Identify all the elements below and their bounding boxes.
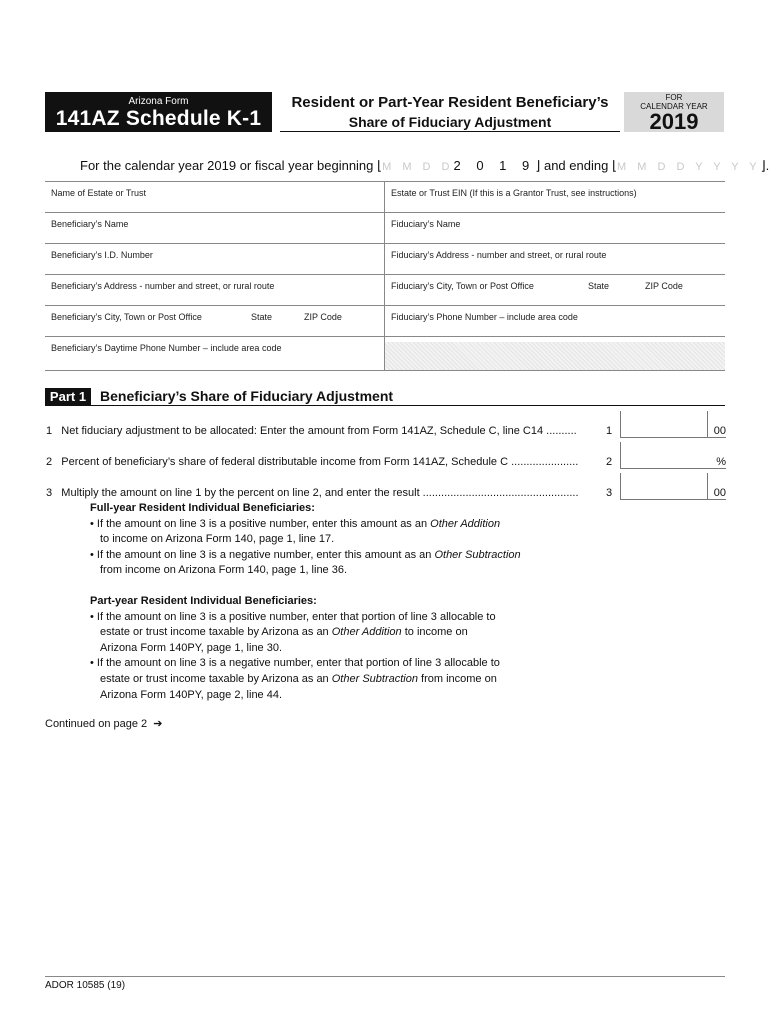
form-title-line2: Share of Fiduciary Adjustment <box>348 114 552 130</box>
form-code: ADOR 10585 (19) <box>45 980 126 991</box>
instruction-line: estate or trust income taxable by Arizona as an Other Addition to income on <box>100 626 468 639</box>
instruction-line: to income on Arizona Form 140, page 1, line 17. <box>100 533 335 546</box>
instruction-line: • If the amount on line 3 is a negative number, enter that portion of line 3 allocable to <box>90 657 500 670</box>
instruction-line: Arizona Form 140PY, page 2, line 44. <box>100 688 283 701</box>
footer-rule <box>45 976 725 977</box>
info-row <box>45 212 725 244</box>
instruction-line: from income on Arizona Form 140, page 1, line 36. <box>100 564 348 577</box>
info-row <box>45 243 725 275</box>
arrow-right-icon: ➔ <box>153 718 163 730</box>
info-row <box>45 181 725 213</box>
part1-rule <box>45 405 725 406</box>
line-3: 3 Multiply the amount on line 1 by the percent on line 2, and enter the result ................................................... <box>46 487 579 499</box>
form-id-block <box>45 92 272 132</box>
info-row <box>45 305 725 337</box>
shaded-area <box>385 342 725 370</box>
fiduciary-address-field[interactable]: Fiduciary’s Address - number and street, or rural route <box>391 250 607 260</box>
estate-name-field[interactable]: Name of Estate or Trust <box>51 188 147 198</box>
fiduciary-name-field[interactable]: Fiduciary’s Name <box>391 219 461 229</box>
beneficiary-zip-field[interactable]: ZIP Code <box>304 312 342 322</box>
year-label: 2019 <box>649 109 699 134</box>
line-2-percent-input[interactable]: % <box>620 442 726 469</box>
beneficiary-city-field[interactable]: Beneficiary’s City, Town or Post Office <box>51 312 202 322</box>
line-2-box-number: 2 <box>606 456 613 468</box>
beneficiary-id-field[interactable]: Beneficiary’s I.D. Number <box>51 250 153 260</box>
form-label: Arizona Form <box>128 96 189 107</box>
instruction-line: estate or trust income taxable by Arizona as an Other Subtraction from income on <box>100 672 497 685</box>
beneficiary-address-field[interactable]: Beneficiary’s Address - number and street, or rural route <box>51 281 275 291</box>
title-underline <box>280 131 620 132</box>
line-3-box-number: 3 <box>606 487 613 499</box>
estate-ein-field[interactable]: Estate or Trust EIN (If this is a Grantor Trust, see instructions) <box>391 188 637 198</box>
line-1-box-number: 1 <box>606 425 613 437</box>
end-date-input[interactable]: ⌊M M D D Y Y Y Y⌋ <box>611 158 766 173</box>
line-2: 2 Percent of beneficiary’s share of federal distributable income from Form 141AZ, Schedule C ...................... <box>46 456 579 468</box>
fiduciary-city-field[interactable]: Fiduciary’s City, Town or Post Office <box>391 281 534 291</box>
instruction-line: Arizona Form 140PY, page 1, line 30. <box>100 641 283 654</box>
part-year-heading: Part-year Resident Individual Beneficiaries: <box>90 595 317 607</box>
calendar-mid: and ending <box>543 158 609 173</box>
full-year-heading: Full-year Resident Individual Beneficiaries: <box>90 502 315 514</box>
line-1: 1 Net fiduciary adjustment to be allocated: Enter the amount from Form 141AZ, Schedule C, line C14 .......... <box>46 425 577 437</box>
beneficiary-state-field[interactable]: State <box>251 312 273 322</box>
form-name: 141AZ Schedule K-1 <box>55 107 262 130</box>
grid-bottom-rule <box>45 370 725 371</box>
calendar-line: For the calendar year 2019 or fiscal year beginning ⌊M M D D2 0 1 9⌋ and ending ⌊M M D D Y Y Y Y⌋. <box>80 158 770 173</box>
part-year-instructions <box>90 594 500 703</box>
line-1-text: Net fiduciary adjustment to be allocated: Enter the amount from Form 141AZ, Schedule C, line C14 .......... <box>61 425 577 437</box>
fiduciary-state-field[interactable]: State <box>588 281 610 291</box>
calendar-prefix: For the calendar year 2019 or fiscal year beginning <box>80 158 374 173</box>
part1-label: Part 1 <box>45 388 91 405</box>
continued-note: Continued on page 2 ➔ <box>45 718 163 730</box>
line-2-text: Percent of beneficiary’s share of federal distributable income from Form 141AZ, Schedule C ...................... <box>61 456 579 468</box>
calendar-year-block <box>624 92 724 132</box>
line-3-amount-input[interactable]: 00 <box>620 473 726 500</box>
instruction-line: • If the amount on line 3 is a negative number, enter this amount as an Other Subtraction <box>90 548 521 561</box>
form-title-line1: Resident or Part-Year Resident Beneficiary’s <box>291 94 609 111</box>
form-title-block <box>280 92 620 132</box>
begin-date-input[interactable]: ⌊M M D D2 0 1 9⌋ <box>377 158 541 173</box>
for-label: FOR CALENDAR YEAR <box>640 93 708 111</box>
fiduciary-zip-field[interactable]: ZIP Code <box>645 281 683 291</box>
instruction-line: • If the amount on line 3 is a positive number, enter that portion of line 3 allocable to <box>90 610 496 623</box>
full-year-instructions <box>90 501 521 579</box>
line-1-amount-input[interactable]: 00 <box>620 411 726 438</box>
fiduciary-phone-field[interactable]: Fiduciary’s Phone Number – include area code <box>391 312 578 322</box>
beneficiary-name-field[interactable]: Beneficiary’s Name <box>51 219 129 229</box>
instruction-line: • If the amount on line 3 is a positive number, enter this amount as an Other Addition <box>90 517 501 530</box>
part1-title: Beneficiary’s Share of Fiduciary Adjustment <box>100 388 394 404</box>
line-3-text: Multiply the amount on line 1 by the percent on line 2, and enter the result ................................................... <box>61 487 579 499</box>
info-row <box>45 274 725 306</box>
beneficiary-phone-field[interactable]: Beneficiary’s Daytime Phone Number – include area code <box>51 343 282 353</box>
